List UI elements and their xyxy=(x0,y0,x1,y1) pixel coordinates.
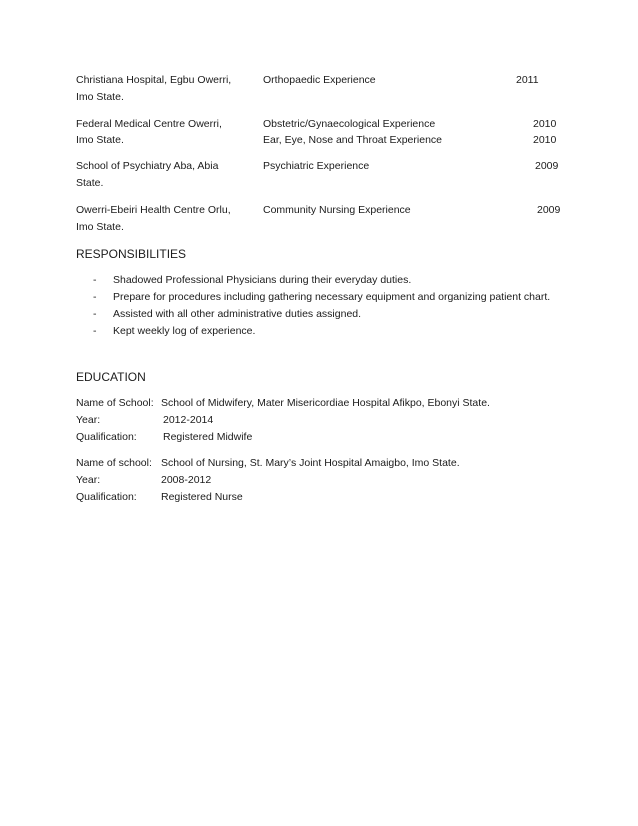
responsibilities-heading: RESPONSIBILITIES xyxy=(76,247,187,261)
experience-place-line: Owerri-Ebeiri Health Centre Orlu, xyxy=(76,204,231,216)
responsibility-item: Shadowed Professional Physicians during their everyday duties. xyxy=(113,274,412,286)
experience-year: 2010 xyxy=(533,134,557,146)
experience-year: 2009 xyxy=(537,204,561,216)
year-value: 2008-2012 xyxy=(161,474,212,486)
bullet-dash: - xyxy=(93,291,97,303)
school-label: Name of School: xyxy=(76,397,154,409)
bullet-dash: - xyxy=(93,274,97,286)
responsibility-item: Kept weekly log of experience. xyxy=(113,325,256,337)
responsibility-item: Prepare for procedures including gathering necessary equipment and organizing patient chart. xyxy=(113,291,551,303)
school-value: School of Midwifery, Mater Misericordiae Hospital Afikpo, Ebonyi State. xyxy=(161,397,490,409)
experience-role: Orthopaedic Experience xyxy=(263,74,376,86)
experience-role: Ear, Eye, Nose and Throat Experience xyxy=(263,134,442,146)
bullet-dash: - xyxy=(93,325,97,337)
experience-year: 2009 xyxy=(535,160,559,172)
experience-place-line: Imo State. xyxy=(76,91,124,103)
qualification-label: Qualification: xyxy=(76,491,137,503)
year-label: Year: xyxy=(76,474,101,486)
qualification-value: Registered Nurse xyxy=(161,491,243,503)
experience-role: Psychiatric Experience xyxy=(263,160,370,172)
responsibility-item: Assisted with all other administrative duties assigned. xyxy=(113,308,362,320)
experience-place-line: Imo State. xyxy=(76,134,124,146)
education-heading: EDUCATION xyxy=(76,370,146,384)
experience-year: 2010 xyxy=(533,118,557,130)
experience-role: Obstetric/Gynaecological Experience xyxy=(263,118,436,130)
experience-year: 2011 xyxy=(516,74,539,86)
qualification-value: Registered Midwife xyxy=(163,431,253,443)
school-value: School of Nursing, St. Mary’s Joint Hospital Amaigbo, Imo State. xyxy=(161,457,460,469)
experience-place-line: Imo State. xyxy=(76,221,124,233)
experience-place-line: Federal Medical Centre Owerri, xyxy=(76,118,222,130)
year-label: Year: xyxy=(76,414,101,426)
experience-place-line: State. xyxy=(76,177,104,189)
experience-place-line: School of Psychiatry Aba, Abia xyxy=(76,160,219,172)
school-label: Name of school: xyxy=(76,457,152,469)
experience-role: Community Nursing Experience xyxy=(263,204,411,216)
bullet-dash: - xyxy=(93,308,97,320)
experience-place-line: Christiana Hospital, Egbu Owerri, xyxy=(76,74,232,86)
qualification-label: Qualification: xyxy=(76,431,137,443)
year-value: 2012-2014 xyxy=(163,414,214,426)
